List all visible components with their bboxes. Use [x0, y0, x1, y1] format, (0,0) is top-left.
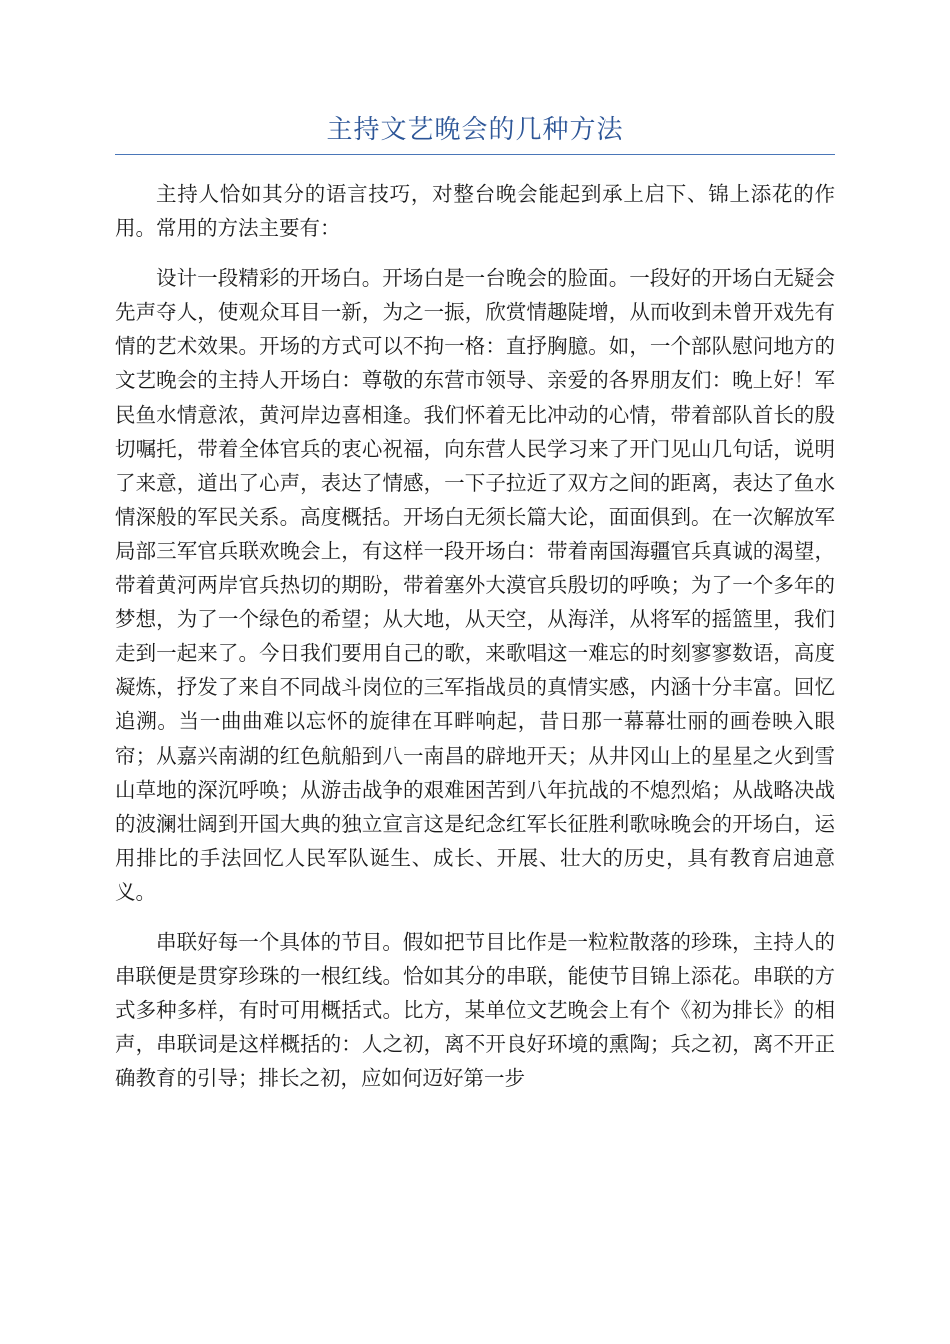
- title-underline: [115, 154, 835, 155]
- paragraph-intro: 主持人恰如其分的语言技巧，对整台晚会能起到承上启下、锦上添花的作用。常用的方法主要有：: [115, 182, 835, 241]
- paragraph-program-linking: 串联好每一个具体的节目。假如把节目比作是一粒粒散落的珍珠，主持人的串联便是贯穿珍珠的一根红线。恰如其分的串联，能使节目锦上添花。串联的方式多种多样，有时可用概括式。比方，某单位文艺晚会上有个《初为排长》的相声，串联词是这样概括的：人之初，离不开良好环境的熏陶；兵之初，离不开正确教育的引导；排长之初，应如何迈好第一步: [115, 929, 835, 1091]
- document-page: [115, 110, 835, 1095]
- document-title: 主持文艺晚会的几种方法: [326, 115, 624, 145]
- paragraph-opening-remarks: 设计一段精彩的开场白。开场白是一台晚会的脸面。一段好的开场白无疑会先声夺人，使观众耳目一新，为之一振，欣赏情趣陡增，从而收到未曾开戏先有情的艺术效果。开场的方式可以不拘一格：直抒胸臆。如，一个部队慰问地方的文艺晚会的主持人开场白：尊敬的东营市领导、亲爱的各界朋友们：晚上好！军民鱼水情意浓，黄河岸边喜相逢。我们怀着无比冲动的心情，带着部队首长的殷切嘱托，带着全体官兵的衷心祝福，向东营人民学习来了开门见山几句话，说明了来意，道出了心声，表达了情感，一下子拉近了双方之间的距离，表达了鱼水情深般的军民关系。高度概括。开场白无须长篇大论，面面俱到。在一次解放军局部三军官兵联欢晚会上，有这样一段开场白：带着南国海疆官兵真诚的渴望，带着黄河两岸官兵热切的期盼，带着塞外大漠官兵殷切的呼唤；为了一个多年的梦想，为了一个绿色的希望；从大地，从天空，从海洋，从将军的摇篮里，我们走到一起来了。今日我们要用自己的歌，来歌唱这一难忘的时刻寥寥数语，高度凝炼，抒发了来自不同战斗岗位的三军指战员的真情实感，内涵十分丰富。回忆追溯。当一曲曲难以忘怀的旋律在耳畔响起，昔日那一幕幕壮丽的画卷映入眼帘；从嘉兴南湖的红色航船到八一南昌的辟地开天；从井冈山上的星星之火到雪山草地的深沉呼唤；从游击战争的艰难困苦到八年抗战的不熄烈焰；从战略决战的波澜壮阔到开国大典的独立宣言这是纪念红军长征胜利歌咏晚会的开场白，运用排比的手法回忆人民军队诞生、成长、开展、壮大的历史，具有教育启迪意义。: [115, 266, 835, 904]
